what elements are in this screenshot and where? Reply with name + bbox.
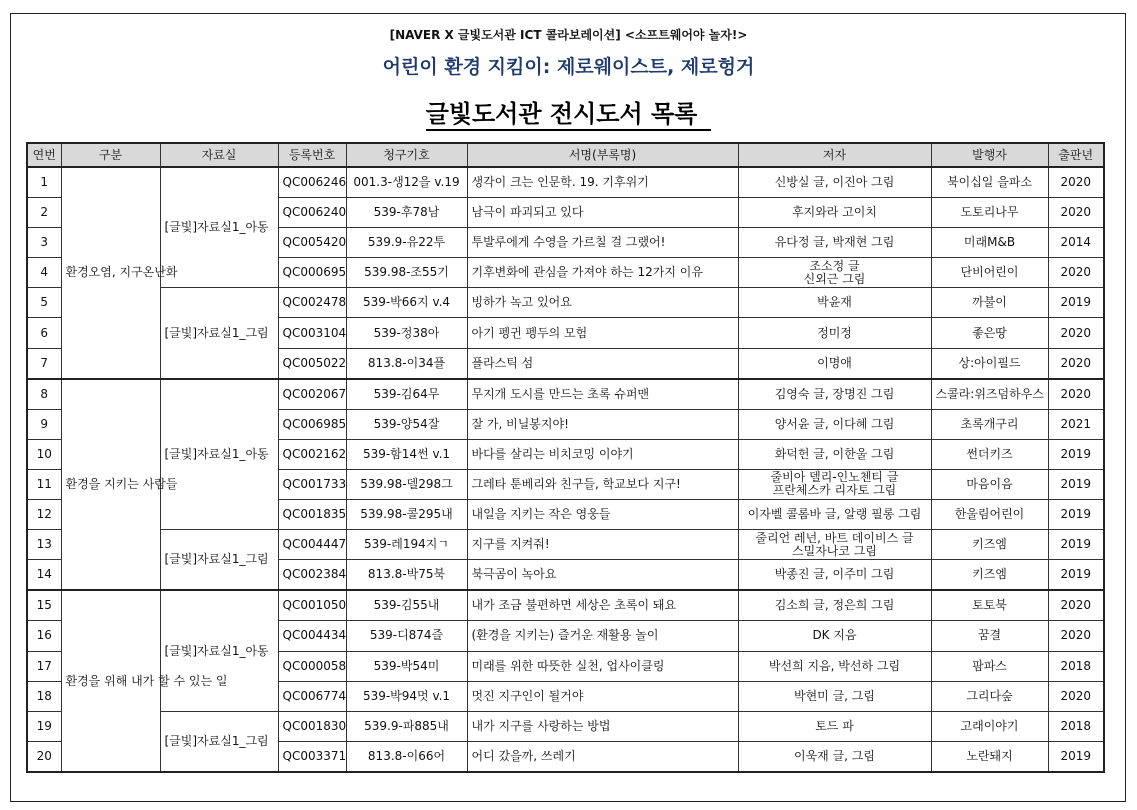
call-number: 813.8-이66어: [346, 741, 467, 772]
registration-number: QC003371: [278, 741, 346, 772]
publication-year: 2020: [1048, 318, 1104, 348]
call-number: 539.98-콜295내: [346, 500, 467, 530]
book-title: 내일을 지키는 작은 영웅들: [467, 500, 738, 530]
book-title: 미래를 위한 따뜻한 실천, 업사이클링: [467, 651, 738, 681]
book-author: 김소희 글, 정은희 그림: [738, 590, 931, 621]
book-publisher: 고래이야기: [931, 711, 1048, 741]
book-author: 줄리언 레넌, 바트 데이비스 글 스밀자나코 그림: [738, 530, 931, 560]
book-publisher: 단비어린이: [931, 258, 1048, 288]
book-title: (환경을 지키는) 즐거운 재활용 놀이: [467, 621, 738, 651]
book-publisher: 꿈결: [931, 621, 1048, 651]
row-number: 19: [27, 711, 61, 741]
book-title: 내가 지구를 사랑하는 방법: [467, 711, 738, 741]
row-number: 13: [27, 530, 61, 560]
table-row: [27, 530, 1104, 560]
room-cell: [글빛]자료실1_아동: [160, 590, 278, 711]
table-row: [27, 590, 1104, 621]
registration-number: QC000695: [278, 258, 346, 288]
room-cell: [글빛]자료실1_아동: [160, 379, 278, 530]
book-title: 투발루에게 수영을 가르칠 걸 그랬어!: [467, 228, 738, 258]
table-row: [27, 288, 1104, 318]
book-title: 북극곰이 녹아요: [467, 560, 738, 591]
book-author: DK 지음: [738, 621, 931, 651]
book-title: 아기 펭귄 펭두의 모험: [467, 318, 738, 348]
category-cell: 환경오염, 지구온난화: [61, 167, 160, 379]
publication-year: 2020: [1048, 621, 1104, 651]
book-author: 박현미 글, 그림: [738, 681, 931, 711]
book-catalog-table: [26, 142, 1105, 773]
book-publisher: 초록개구리: [931, 409, 1048, 439]
publication-year: 2019: [1048, 530, 1104, 560]
row-number: 14: [27, 560, 61, 591]
publication-year: 2018: [1048, 651, 1104, 681]
call-number: 001.3-생12을 v.19: [346, 167, 467, 198]
call-number: 813.8-이34플: [346, 348, 467, 379]
col-header-call-no: 청구기호: [346, 143, 467, 167]
row-number: 9: [27, 409, 61, 439]
book-title: 그레타 툰베리와 친구들, 학교보다 지구!: [467, 469, 738, 499]
call-number: 539-함14썬 v.1: [346, 439, 467, 469]
call-number: 539.9-파885내: [346, 711, 467, 741]
book-author: 후지와라 고이치: [738, 198, 931, 228]
book-publisher: 그리다숲: [931, 681, 1048, 711]
book-publisher: 스콜라:위즈덤하우스: [931, 379, 1048, 410]
registration-number: QC006985: [278, 409, 346, 439]
book-author: 줄비아 델리-인노첸티 글 프란체스카 리자토 그림: [738, 469, 931, 499]
book-publisher: 썬더키즈: [931, 439, 1048, 469]
book-author: 신방실 글, 이진아 그림: [738, 167, 931, 198]
book-publisher: 노란돼지: [931, 741, 1048, 772]
book-title: 지구를 지켜줘!: [467, 530, 738, 560]
book-author: 화덕헌 글, 이한울 그림: [738, 439, 931, 469]
book-title: 플라스틱 섬: [467, 348, 738, 379]
book-author: 조소정 글 신외근 그림: [738, 258, 931, 288]
row-number: 10: [27, 439, 61, 469]
publication-year: 2021: [1048, 409, 1104, 439]
table-row: [27, 379, 1104, 410]
exhibit-subtitle: 어린이 환경 지킴이: 제로웨이스트, 제로헝거: [382, 56, 755, 78]
book-title: 생각이 크는 인문학. 19. 기후위기: [467, 167, 738, 198]
book-author: 유다정 글, 박재현 그림: [738, 228, 931, 258]
registration-number: QC005022: [278, 348, 346, 379]
publication-year: 2019: [1048, 741, 1104, 772]
col-header-room: 자료실: [160, 143, 278, 167]
table-row: [27, 167, 1104, 198]
registration-number: QC002067: [278, 379, 346, 410]
publication-year: 2020: [1048, 681, 1104, 711]
col-header-author: 저자: [738, 143, 931, 167]
book-publisher: 팜파스: [931, 651, 1048, 681]
book-publisher: 미래M&B: [931, 228, 1048, 258]
call-number: 539-디874즐: [346, 621, 467, 651]
registration-number: QC005420: [278, 228, 346, 258]
row-number: 17: [27, 651, 61, 681]
book-author: 이자벨 콜롬바 글, 알랭 필롱 그림: [738, 500, 931, 530]
registration-number: QC003104: [278, 318, 346, 348]
publication-year: 2020: [1048, 198, 1104, 228]
registration-number: QC002384: [278, 560, 346, 591]
call-number: 539-김64무: [346, 379, 467, 410]
publication-year: 2020: [1048, 348, 1104, 379]
book-publisher: 한울림어린이: [931, 500, 1048, 530]
publication-year: 2019: [1048, 500, 1104, 530]
book-author: 이욱재 글, 그림: [738, 741, 931, 772]
row-number: 4: [27, 258, 61, 288]
book-author: 박윤재: [738, 288, 931, 318]
book-title: 무지개 도시를 만드는 초록 슈퍼맨: [467, 379, 738, 410]
registration-number: QC001835: [278, 500, 346, 530]
registration-number: QC001050: [278, 590, 346, 621]
call-number: 539-박54미: [346, 651, 467, 681]
row-number: 8: [27, 379, 61, 410]
publication-year: 2018: [1048, 711, 1104, 741]
row-number: 12: [27, 500, 61, 530]
call-number: 539-정38아: [346, 318, 467, 348]
call-number: 539-김55내: [346, 590, 467, 621]
call-number: 539-후78남: [346, 198, 467, 228]
book-author: 이명애: [738, 348, 931, 379]
book-publisher: 상:아이필드: [931, 348, 1048, 379]
publication-year: 2020: [1048, 258, 1104, 288]
registration-number: QC002478: [278, 288, 346, 318]
call-number: 539.98-조55기: [346, 258, 467, 288]
book-publisher: 토토북: [931, 590, 1048, 621]
registration-number: QC006774: [278, 681, 346, 711]
col-header-title: 서명(부록명): [467, 143, 738, 167]
category-cell: 환경을 위해 내가 할 수 있는 일: [61, 590, 160, 772]
col-header-year: 출판년: [1048, 143, 1104, 167]
col-header-publisher: 발행자: [931, 143, 1048, 167]
registration-number: QC000058: [278, 651, 346, 681]
event-supertitle: [NAVER X 글빛도서관 ICT 콜라보레이션] <소프트웨어야 놀자!>: [389, 28, 748, 42]
call-number: 539-양54잘: [346, 409, 467, 439]
publication-year: 2019: [1048, 288, 1104, 318]
row-number: 7: [27, 348, 61, 379]
col-header-category: 구분: [61, 143, 160, 167]
page-title-wrapper: [0, 100, 1137, 131]
registration-number: QC004434: [278, 621, 346, 651]
row-number: 16: [27, 621, 61, 651]
publication-year: 2019: [1048, 560, 1104, 591]
book-publisher: 도토리나무: [931, 198, 1048, 228]
row-number: 18: [27, 681, 61, 711]
publication-year: 2019: [1048, 439, 1104, 469]
call-number: 539.98-델298그: [346, 469, 467, 499]
book-author: 박선희 지음, 박선하 그림: [738, 651, 931, 681]
publication-year: 2014: [1048, 228, 1104, 258]
book-publisher: 까불이: [931, 288, 1048, 318]
table-row: [27, 711, 1104, 741]
book-title: 바다를 살리는 비치코밍 이야기: [467, 439, 738, 469]
registration-number: QC001830: [278, 711, 346, 741]
book-publisher: 좋은땅: [931, 318, 1048, 348]
book-author: 정미정: [738, 318, 931, 348]
row-number: 1: [27, 167, 61, 198]
publication-year: 2020: [1048, 590, 1104, 621]
row-number: 11: [27, 469, 61, 499]
book-author: 박종진 글, 이주미 그림: [738, 560, 931, 591]
call-number: 539-레194지ㄱ: [346, 530, 467, 560]
room-cell: [글빛]자료실1_그림: [160, 711, 278, 772]
book-publisher: 키즈엠: [931, 530, 1048, 560]
book-title: 잘 가, 비닐봉지야!: [467, 409, 738, 439]
registration-number: QC002162: [278, 439, 346, 469]
publication-year: 2020: [1048, 379, 1104, 410]
book-title: 어디 갔을까, 쓰레기: [467, 741, 738, 772]
header-row: [27, 143, 1104, 167]
registration-number: QC001733: [278, 469, 346, 499]
book-author: 양서윤 글, 이다혜 그림: [738, 409, 931, 439]
catalog-body: [27, 167, 1104, 772]
publication-year: 2019: [1048, 469, 1104, 499]
category-cell: 환경을 지키는 사람들: [61, 379, 160, 591]
book-publisher: 마음이음: [931, 469, 1048, 499]
book-author: 토드 파: [738, 711, 931, 741]
book-title: 기후변화에 관심을 가져야 하는 12가지 이유: [467, 258, 738, 288]
book-title: 내가 조금 불편하면 세상은 초록이 돼요: [467, 590, 738, 621]
publication-year: 2020: [1048, 167, 1104, 198]
registration-number: QC006240: [278, 198, 346, 228]
row-number: 2: [27, 198, 61, 228]
row-number: 3: [27, 228, 61, 258]
room-cell: [글빛]자료실1_아동: [160, 167, 278, 288]
book-title: 빙하가 녹고 있어요: [467, 288, 738, 318]
call-number: 539.9-유22투: [346, 228, 467, 258]
book-publisher: 키즈엠: [931, 560, 1048, 591]
call-number: 539-박66지 v.4: [346, 288, 467, 318]
book-publisher: 북이십일 을파소: [931, 167, 1048, 198]
row-number: 5: [27, 288, 61, 318]
book-author: 김영숙 글, 장명진 그림: [738, 379, 931, 410]
book-title: 남극이 파괴되고 있다: [467, 198, 738, 228]
row-number: 20: [27, 741, 61, 772]
registration-number: QC006246: [278, 167, 346, 198]
page-title: 글빛도서관 전시도서 목록: [426, 100, 712, 131]
row-number: 6: [27, 318, 61, 348]
room-cell: [글빛]자료실1_그림: [160, 530, 278, 591]
room-cell: [글빛]자료실1_그림: [160, 288, 278, 379]
book-title: 멋진 지구인이 될거야: [467, 681, 738, 711]
row-number: 15: [27, 590, 61, 621]
col-header-reg-no: 등록번호: [278, 143, 346, 167]
registration-number: QC004447: [278, 530, 346, 560]
call-number: 813.8-박75북: [346, 560, 467, 591]
col-header-no: 연번: [27, 143, 61, 167]
call-number: 539-박94멋 v.1: [346, 681, 467, 711]
